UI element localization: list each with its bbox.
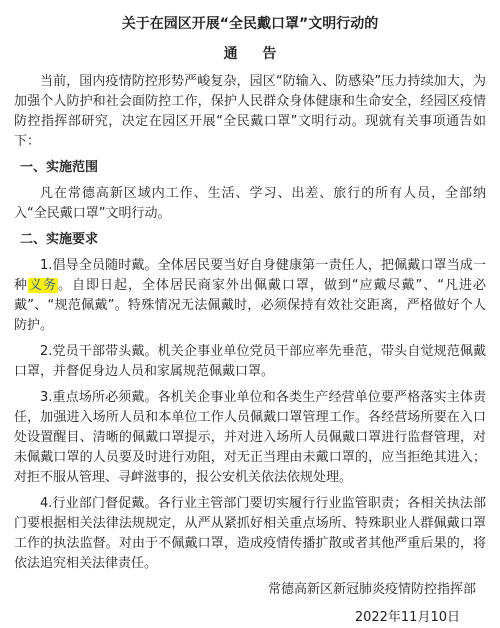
item2-paragraph: 2.党员干部带头戴。机关企事业单位党员干部应率先垂范，带头自觉规范佩戴口罩，并督促身边人员和家属规范佩戴口罩。	[14, 344, 486, 379]
item3-paragraph: 3.重点场所必须戴。各机关企事业单位和各类生产经营单位要严格落实主体责任，加强进入场所人员和本单位工作人员佩戴口罩管理工作。各经营场所要在入口处设置醒目、清晰的佩戴口罩提示，并对进入场所人员佩戴口罩进行监督管理，对未佩戴口罩的人员要及时进行劝阻，对无正当理由未戴口罩的，应当拒绝其进入；对拒不服从管理、寻衅滋事的，报公安机关依法依规处理。	[14, 390, 486, 485]
document-subtitle: 通 告	[223, 46, 287, 62]
issue-date: 2022年11月10日	[354, 610, 460, 625]
highlighted-word: 义务	[29, 278, 57, 293]
item4-paragraph: 4.行业部门督促戴。各行业主管部门要切实履行行业监管职责；各相关执法部门要根据相关法律法规规定，从严从紧抓好相关重点场所、特殊职业人群佩戴口罩工作的执法监督。对由于不佩戴口罩，造成疫情传播扩散或者其他严重后果的，将依法追究相关法律责任。	[14, 496, 486, 571]
intro-paragraph: 当前，国内疫情防控形势严峻复杂，园区“防输入、防感染”压力持续加大，为加强个人防护和社会面防控工作，保护人民群众身体健康和生命安全，经园区疫情防控指挥部研究，决定在园区开展“全民戴口罩”文明行动。现就有关事项通告如下：	[14, 74, 486, 149]
item1-paragraph	[14, 256, 486, 336]
document-title: 关于在园区开展“全民戴口罩”文明行动的	[121, 16, 379, 32]
section1-paragraph: 凡在常德高新区域内工作、生活、学习、出差、旅行的所有人员，全部纳入“全民戴口罩”文明行动。	[14, 186, 486, 221]
signature: 常德高新区新冠肺炎疫情防控指挥部	[267, 582, 476, 597]
item1-text-after: 。自即日起，全体居民商家外出佩戴口罩，做到“应戴尽戴”、“凡进必戴”、“规范佩戴”。特殊情况无法佩戴时，必须保持有效社交距离，严格做好个人防护。	[14, 278, 486, 333]
item1-text-before: 1.倡导全员随时戴。全体居民要当好自身健康第一责任人，把佩戴口罩当成一种	[14, 258, 486, 293]
section1-heading: 一、实施范围	[20, 160, 99, 175]
section2-heading: 二、实施要求	[20, 232, 99, 247]
